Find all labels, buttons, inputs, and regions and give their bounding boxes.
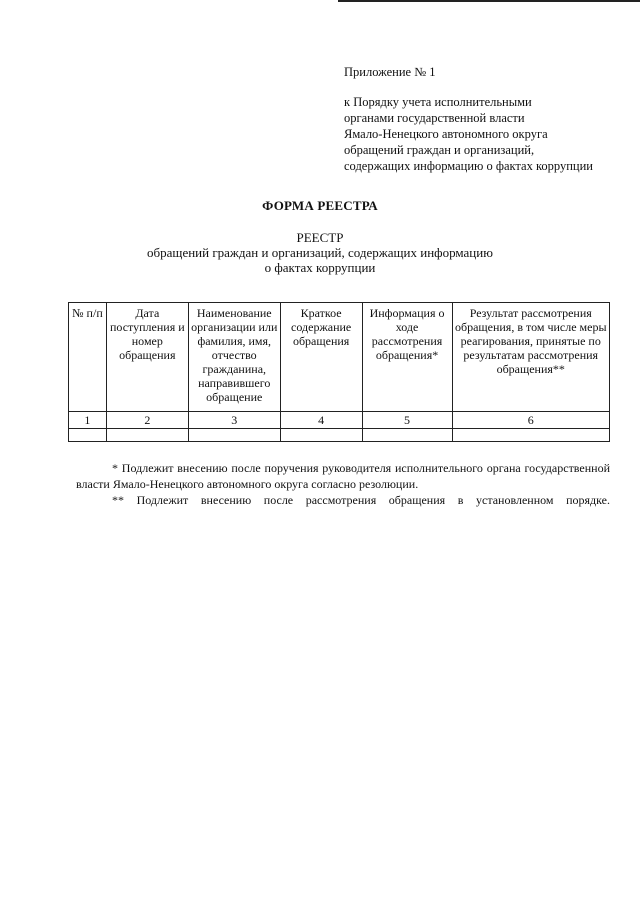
empty-cell xyxy=(106,429,188,442)
column-number: 5 xyxy=(362,412,452,429)
header-cell-result: Результат рассмотрения обращения, в том числе меры реагирования, принятые по результатам рассмотрения обращения** xyxy=(452,303,610,412)
header-cell-number: № п/п xyxy=(69,303,107,412)
column-number: 2 xyxy=(106,412,188,429)
form-title: ФОРМА РЕЕСТРА xyxy=(262,198,378,213)
column-number: 3 xyxy=(188,412,280,429)
column-number-row xyxy=(69,412,610,429)
appendix-line: обращений граждан и организаций, xyxy=(344,143,535,157)
registry-heading xyxy=(0,230,640,275)
registry-table xyxy=(68,302,610,442)
empty-cell xyxy=(362,429,452,442)
appendix-line: органами государственной власти xyxy=(344,111,525,125)
column-number: 4 xyxy=(280,412,362,429)
header-cell-summary: Краткое содержание обращения xyxy=(280,303,362,412)
empty-cell xyxy=(280,429,362,442)
scan-edge-line xyxy=(338,0,640,2)
column-number: 1 xyxy=(69,412,107,429)
footnotes xyxy=(76,460,610,508)
header-cell-date: Дата поступления и номер обращения xyxy=(106,303,188,412)
table-header-row xyxy=(69,303,610,412)
registry-subtitle-line: обращений граждан и организаций, содержащих информацию xyxy=(147,245,493,260)
registry-title: РЕЕСТР xyxy=(296,230,344,245)
header-cell-progress: Информация о ходе рассмотрения обращения* xyxy=(362,303,452,412)
appendix-block xyxy=(344,64,624,174)
table-row xyxy=(69,429,610,442)
footnote-1: * Подлежит внесению после поручения руководителя исполнительного органа государственной власти Ямало-Ненецкого автономного округа согласно резолюции. xyxy=(76,461,610,491)
appendix-line: к Порядку учета исполнительными xyxy=(344,95,532,109)
registry-subtitle-line: о фактах коррупции xyxy=(264,260,376,275)
column-number: 6 xyxy=(452,412,610,429)
appendix-number: Приложение № 1 xyxy=(344,65,436,79)
empty-cell xyxy=(188,429,280,442)
empty-cell xyxy=(69,429,107,442)
appendix-line: Ямало-Ненецкого автономного округа xyxy=(344,127,548,141)
empty-cell xyxy=(452,429,610,442)
header-cell-sender: Наименование организации или фамилия, имя, отчество гражданина, направившего обращение xyxy=(188,303,280,412)
appendix-line: содержащих информацию о фактах коррупции xyxy=(344,159,593,173)
footnote-2: ** Подлежит внесению после рассмотрения обращения в установленном порядке. xyxy=(112,493,610,507)
